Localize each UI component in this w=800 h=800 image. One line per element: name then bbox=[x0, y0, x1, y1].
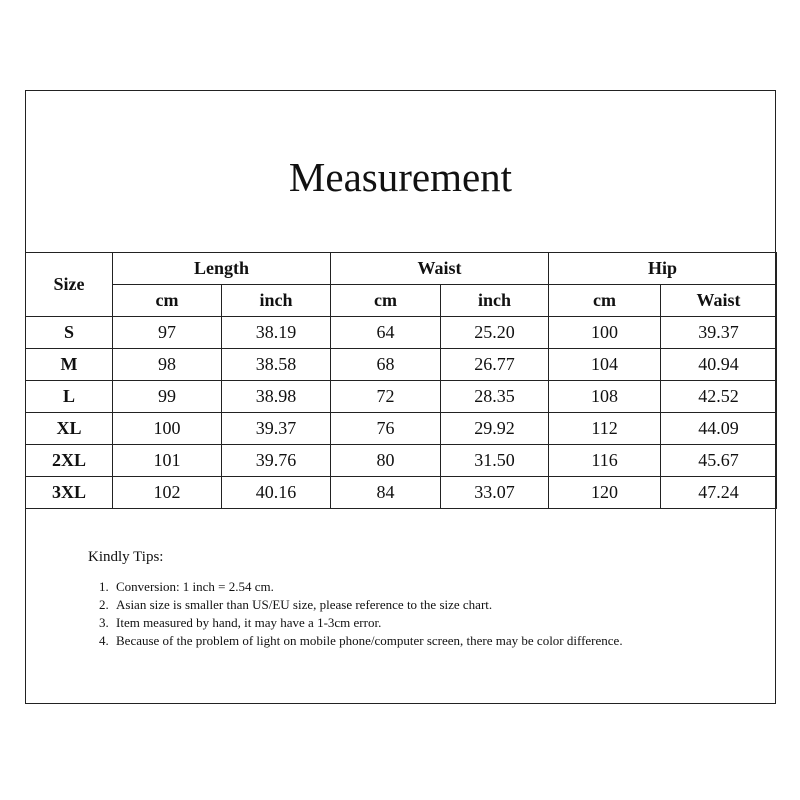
size-table bbox=[25, 252, 777, 509]
group-header: Length bbox=[113, 253, 331, 285]
value-cell: 26.77 bbox=[441, 349, 549, 381]
size-cell: M bbox=[26, 349, 113, 381]
table-row bbox=[26, 477, 777, 509]
tips-heading: Kindly Tips: bbox=[88, 549, 164, 565]
value-cell: 39.37 bbox=[661, 317, 777, 349]
size-cell: 3XL bbox=[26, 477, 113, 509]
value-cell: 39.37 bbox=[222, 413, 331, 445]
value-cell: 100 bbox=[113, 413, 222, 445]
value-cell: 45.67 bbox=[661, 445, 777, 477]
value-cell: 40.94 bbox=[661, 349, 777, 381]
page-title: Measurement bbox=[288, 154, 513, 200]
unit-header: inch bbox=[222, 285, 331, 317]
value-cell: 102 bbox=[113, 477, 222, 509]
group-header: Waist bbox=[331, 253, 549, 285]
size-cell: L bbox=[26, 381, 113, 413]
value-cell: 72 bbox=[331, 381, 441, 413]
value-cell: 28.35 bbox=[441, 381, 549, 413]
size-cell: 2XL bbox=[26, 445, 113, 477]
value-cell: 68 bbox=[331, 349, 441, 381]
size-cell: XL bbox=[26, 413, 113, 445]
value-cell: 98 bbox=[113, 349, 222, 381]
value-cell: 99 bbox=[113, 381, 222, 413]
value-cell: 80 bbox=[331, 445, 441, 477]
tip-item: 2. Asian size is smaller than US/EU size, please reference to the size chart. bbox=[112, 596, 672, 614]
tips-section bbox=[88, 549, 672, 650]
tip-item: 1. Conversion: 1 inch = 2.54 cm. bbox=[112, 578, 672, 596]
unit-header: cm bbox=[113, 285, 222, 317]
value-cell: 39.76 bbox=[222, 445, 331, 477]
tip-item: 4. Because of the problem of light on mobile phone/computer screen, there may be color difference. bbox=[112, 632, 672, 650]
value-cell: 38.58 bbox=[222, 349, 331, 381]
value-cell: 29.92 bbox=[441, 413, 549, 445]
unit-header: inch bbox=[441, 285, 549, 317]
value-cell: 108 bbox=[549, 381, 661, 413]
table-header-row bbox=[26, 253, 777, 285]
value-cell: 38.19 bbox=[222, 317, 331, 349]
value-cell: 25.20 bbox=[441, 317, 549, 349]
unit-header: Waist bbox=[661, 285, 777, 317]
value-cell: 104 bbox=[549, 349, 661, 381]
value-cell: 33.07 bbox=[441, 477, 549, 509]
table-row bbox=[26, 381, 777, 413]
tip-item: 3. Item measured by hand, it may have a 1-3cm error. bbox=[112, 614, 672, 632]
unit-header: cm bbox=[331, 285, 441, 317]
unit-header-row bbox=[26, 285, 777, 317]
size-chart bbox=[25, 90, 776, 704]
value-cell: 97 bbox=[113, 317, 222, 349]
group-header: Hip bbox=[549, 253, 777, 285]
value-cell: 112 bbox=[549, 413, 661, 445]
table-row bbox=[26, 349, 777, 381]
table-row bbox=[26, 445, 777, 477]
size-header: Size bbox=[26, 253, 113, 317]
unit-header: cm bbox=[549, 285, 661, 317]
value-cell: 31.50 bbox=[441, 445, 549, 477]
value-cell: 44.09 bbox=[661, 413, 777, 445]
value-cell: 120 bbox=[549, 477, 661, 509]
value-cell: 84 bbox=[331, 477, 441, 509]
table-row bbox=[26, 317, 777, 349]
value-cell: 40.16 bbox=[222, 477, 331, 509]
table-row bbox=[26, 413, 777, 445]
value-cell: 76 bbox=[331, 413, 441, 445]
size-cell: S bbox=[26, 317, 113, 349]
value-cell: 42.52 bbox=[661, 381, 777, 413]
value-cell: 101 bbox=[113, 445, 222, 477]
value-cell: 47.24 bbox=[661, 477, 777, 509]
value-cell: 100 bbox=[549, 317, 661, 349]
value-cell: 116 bbox=[549, 445, 661, 477]
tips-list bbox=[88, 578, 672, 650]
value-cell: 64 bbox=[331, 317, 441, 349]
value-cell: 38.98 bbox=[222, 381, 331, 413]
